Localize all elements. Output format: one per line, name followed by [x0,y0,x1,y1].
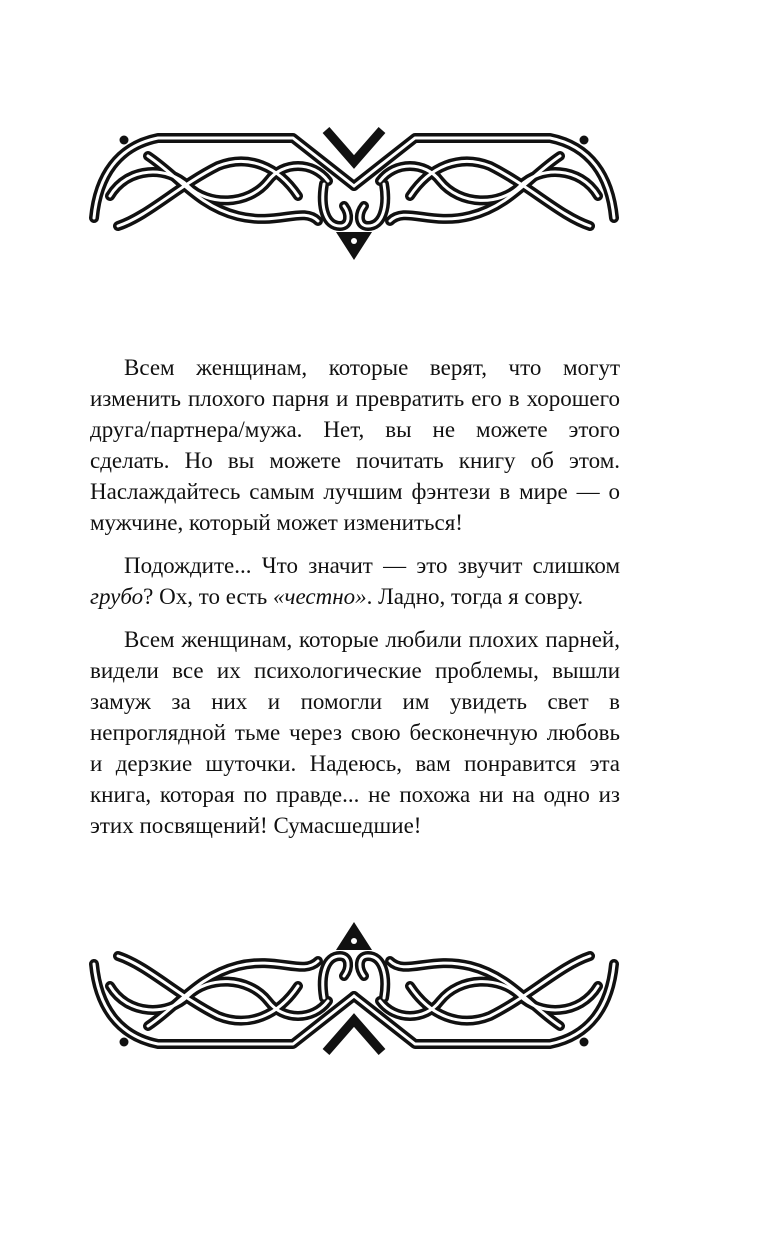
dedication-paragraph-3: Всем женщинам, которые любили плохих парней, видели все их психологические проблемы, вышли замуж за них и помогли им увидеть свет в непроглядной тьме через свою бесконечную любовь и дерзкие шуточки. Надеюсь, вам понравится эта книга, которая по правде... не похожа ни на одно из этих посвящений! Сумасшедшие! [90,627,620,838]
italic-word-rough: грубо [90,584,144,609]
paragraph-2-text-2: ? Ох, то есть [143,584,274,609]
paragraph-2-text-3: . Ладно, тогда я совру. [366,584,584,609]
italic-word-honest: «честно» [273,584,367,609]
paragraph-2-text-1: Подождите... Что значит — это звучит слишком [124,553,620,578]
bottom-celtic-ornament [88,922,620,1056]
top-celtic-ornament [88,126,620,262]
dedication-block [90,352,620,853]
dedication-paragraph-2 [90,550,620,612]
dedication-paragraph-1: Всем женщинам, которые верят, что могут изменить плохого парня и превратить его в хорошего друга/партнера/мужа. Нет, вы не можете этого сделать. Но вы можете почитать книгу об этом. Наслаждайтесь самым лучшим фэнтези в мире — о мужчине, который может измениться! [90,355,620,535]
